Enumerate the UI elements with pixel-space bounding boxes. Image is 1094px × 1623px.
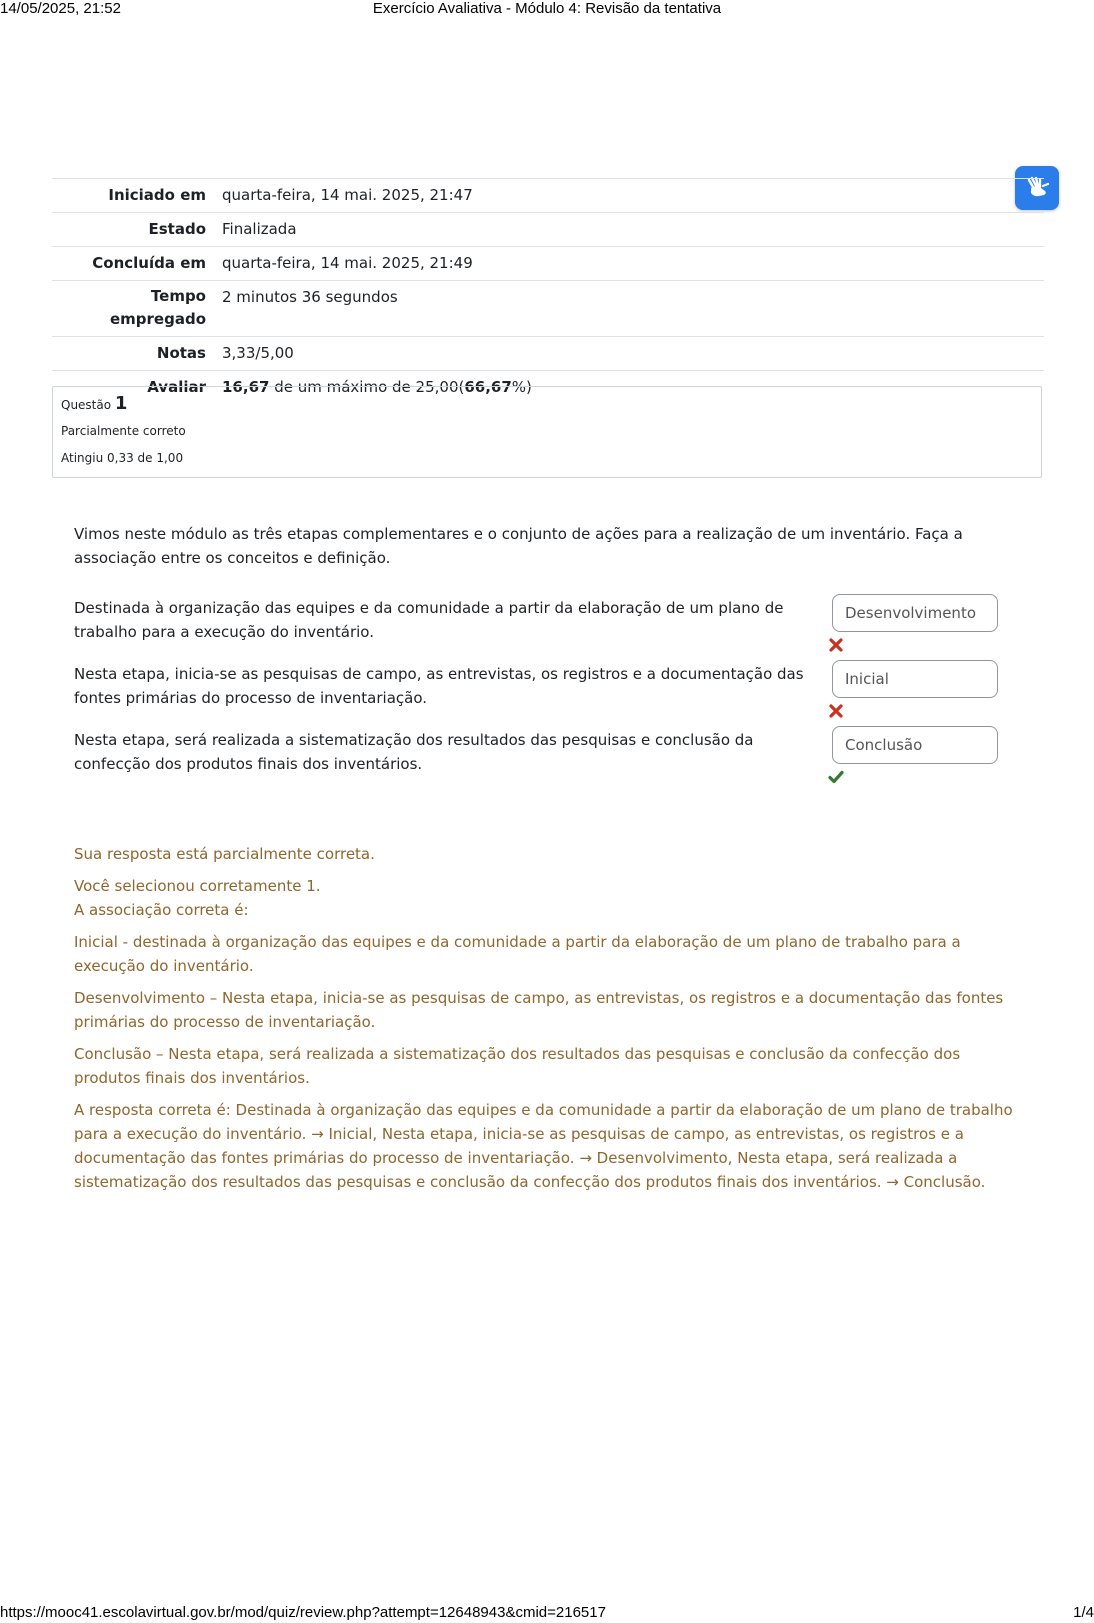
- feedback-assoc-title: A associação correta é:: [74, 901, 249, 919]
- summary-row-state: [52, 213, 1044, 247]
- print-url: https://mooc41.escolavirtual.gov.br/mod/quiz/review.php?attempt=12648943&cmid=216517: [0, 1604, 606, 1621]
- completed-value: quarta-feira, 14 mai. 2025, 21:49: [222, 254, 473, 272]
- match-item-2: Nesta etapa, inicia-se as pesquisas de campo, as entrevistas, os registros e a documentação das fontes primárias do processo de inventariação.: [74, 665, 804, 707]
- incorrect-icon: [828, 703, 844, 719]
- feedback-right-answer: A resposta correta é: Destinada à organização das equipes e da comunidade a partir da elaboração de um plano de trabalho para a execução do inventário. → Inicial, Nesta etapa, inicia-se as pesquisas de campo, as entrevistas, os registros e a documentação das fontes primárias do processo de inventariação. → Desenvolvimento, Nesta etapa, será realizada a sistematização dos resultados das pesquisas e conclusão da confecção dos produtos finais dos inventários. → Conclusão.: [74, 1101, 1013, 1191]
- match-item-1: Destinada à organização das equipes e da comunidade a partir da elaboração de um plano de trabalho para a execução do inventário.: [74, 599, 784, 641]
- question-grade: Atingiu 0,33 de 1,00: [61, 451, 184, 465]
- grade-label: Avaliar: [147, 378, 206, 396]
- started-label: Iniciado em: [108, 186, 206, 204]
- question-state: Parcialmente correto: [61, 424, 186, 438]
- started-value: quarta-feira, 14 mai. 2025, 21:47: [222, 186, 473, 204]
- summary-row-started: [52, 179, 1044, 213]
- time-label: [52, 281, 222, 337]
- time-label-line2: empregado: [109, 310, 206, 328]
- feedback-assoc-3: Conclusão – Nesta etapa, será realizada a sistematização dos resultados das pesquisas e conclusão da confecção dos produtos finais dos inventários.: [74, 1045, 961, 1087]
- grade-mid: de um máximo de 25,00(: [269, 378, 465, 396]
- state-label: Estado: [148, 220, 206, 238]
- marks-value: 3,33/5,00: [222, 344, 294, 362]
- question-text: Vimos neste módulo as três etapas complementares e o conjunto de ações para a realização de um inventário. Faça a associação entre os conceitos e definição.: [74, 525, 963, 567]
- completed-label: Concluída em: [92, 254, 206, 272]
- grade-score: 16,67: [222, 378, 270, 396]
- state-value: Finalizada: [222, 220, 297, 238]
- time-label-line1: Tempo: [150, 287, 206, 305]
- attempt-summary-table: [52, 178, 1044, 404]
- print-footer: [0, 1601, 1094, 1623]
- feedback-assoc-1: Inicial - destinada à organização das equipes e da comunidade a partir da elaboração de um plano de trabalho para a execução do inventário.: [74, 933, 961, 975]
- question-label: Questão: [61, 398, 112, 412]
- question-info-box: [52, 386, 1042, 478]
- feedback-assoc-2: Desenvolvimento – Nesta etapa, inicia-se as pesquisas de campo, as entrevistas, os registros e a documentação das fontes primárias do processo de inventariação.: [74, 989, 1004, 1031]
- answer-select-2[interactable]: Inicial: [832, 660, 998, 698]
- question-number-value: 1: [114, 393, 128, 414]
- print-page-number: 1/4: [1073, 1604, 1094, 1621]
- summary-row-completed: [52, 247, 1044, 281]
- time-value: 2 minutos 36 segundos: [222, 288, 398, 306]
- marks-label: Notas: [156, 344, 206, 362]
- print-date: 14/05/2025, 21:52: [0, 0, 121, 17]
- question-number: [61, 395, 1033, 414]
- feedback-section: [74, 842, 1024, 1194]
- feedback-selected: Você selecionou corretamente 1.: [74, 877, 321, 895]
- answer-select-1[interactable]: Desenvolvimento: [832, 594, 998, 632]
- print-title: Exercício Avaliativa - Módulo 4: Revisão da tentativa: [372, 0, 722, 17]
- incorrect-icon: [828, 637, 844, 653]
- grade-percent: 66,67: [464, 378, 512, 396]
- grade-end: %): [511, 378, 532, 396]
- match-item-3: Nesta etapa, será realizada a sistematização dos resultados das pesquisas e conclusão da confecção dos produtos finais dos inventários.: [74, 731, 754, 773]
- summary-row-time: [52, 281, 1044, 337]
- answer-select-3[interactable]: Conclusão: [832, 726, 998, 764]
- summary-row-marks: [52, 337, 1044, 371]
- feedback-partial: Sua resposta está parcialmente correta.: [74, 845, 375, 863]
- correct-check-icon: [828, 769, 844, 785]
- print-header: [0, 0, 1094, 22]
